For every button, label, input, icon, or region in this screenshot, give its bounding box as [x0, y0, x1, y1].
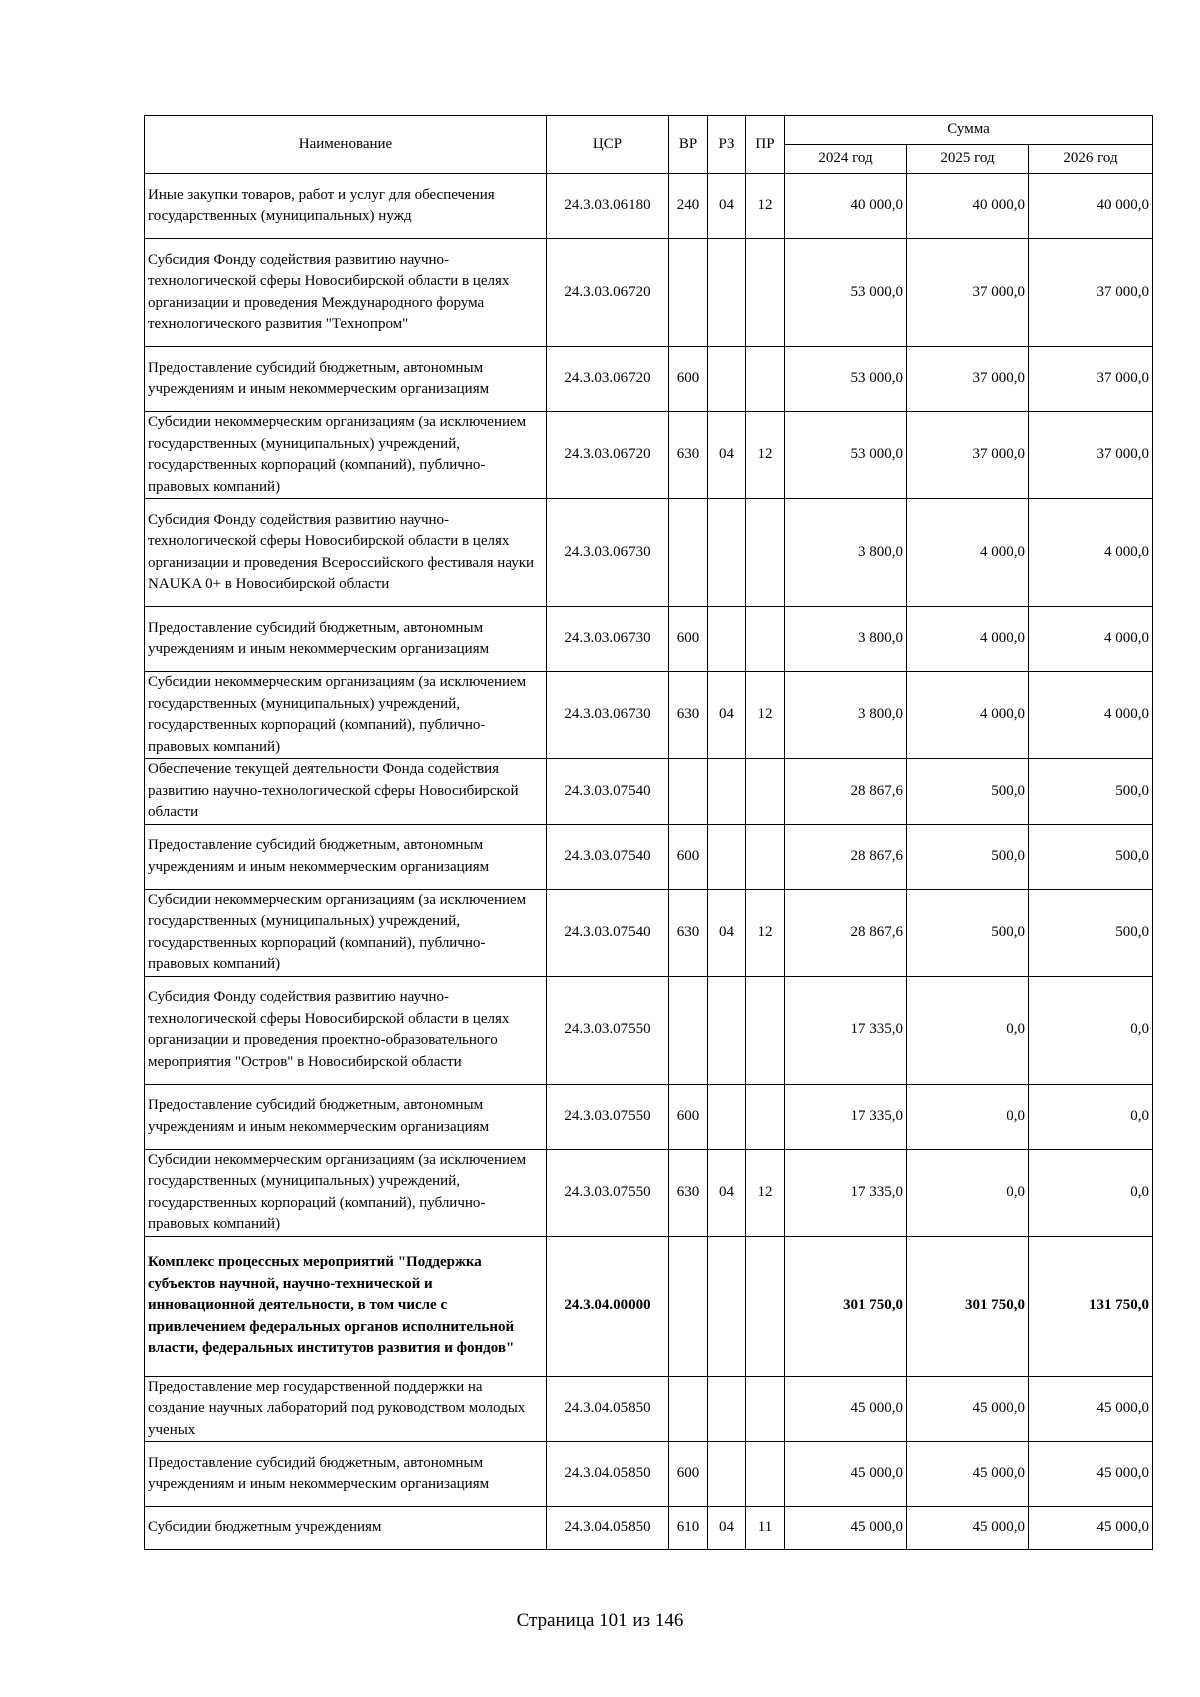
row-pr	[746, 1442, 785, 1507]
row-vr	[669, 1376, 708, 1442]
row-sum-2026: 45 000,0	[1029, 1376, 1153, 1442]
row-rz	[708, 1236, 746, 1376]
row-sum-2025: 45 000,0	[907, 1376, 1029, 1442]
row-name: Предоставление субсидий бюджетным, автономным учреждениям и иным некоммерческим организациям	[145, 824, 547, 889]
row-sum-2026: 40 000,0	[1029, 174, 1153, 239]
header-pr: ПР	[746, 116, 785, 174]
row-rz: 04	[708, 672, 746, 759]
row-vr: 600	[669, 824, 708, 889]
table-row	[145, 672, 1153, 759]
row-sum-2026: 131 750,0	[1029, 1236, 1153, 1376]
row-name: Субсидии некоммерческим организациям (за исключением государственных (муниципальных) учреждений, государственных корпораций (компаний), публично-правовых компаний)	[145, 1149, 547, 1236]
row-csr: 24.3.03.06720	[547, 412, 669, 499]
row-rz: 04	[708, 174, 746, 239]
row-rz	[708, 607, 746, 672]
row-csr: 24.3.03.07550	[547, 1149, 669, 1236]
row-pr	[746, 759, 785, 825]
row-sum-2025: 45 000,0	[907, 1507, 1029, 1550]
row-csr: 24.3.03.06720	[547, 239, 669, 347]
row-vr	[669, 499, 708, 607]
row-sum-2026: 37 000,0	[1029, 412, 1153, 499]
row-name: Предоставление мер государственной поддержки на создание научных лабораторий под руководством молодых ученых	[145, 1376, 547, 1442]
row-sum-2025: 37 000,0	[907, 239, 1029, 347]
row-rz	[708, 824, 746, 889]
table-row	[145, 824, 1153, 889]
row-sum-2024: 45 000,0	[785, 1442, 907, 1507]
row-sum-2026: 45 000,0	[1029, 1507, 1153, 1550]
row-sum-2024: 3 800,0	[785, 499, 907, 607]
table-row	[145, 347, 1153, 412]
row-vr: 600	[669, 347, 708, 412]
row-sum-2025: 37 000,0	[907, 412, 1029, 499]
row-vr: 600	[669, 1084, 708, 1149]
table-row	[145, 499, 1153, 607]
table-row	[145, 1149, 1153, 1236]
table-row	[145, 1084, 1153, 1149]
row-sum-2024: 53 000,0	[785, 347, 907, 412]
row-pr	[746, 824, 785, 889]
row-name: Субсидии некоммерческим организациям (за исключением государственных (муниципальных) учреждений, государственных корпораций (компаний), публично-правовых компаний)	[145, 889, 547, 976]
row-sum-2026: 0,0	[1029, 1084, 1153, 1149]
table-row	[145, 976, 1153, 1084]
table-row	[145, 759, 1153, 825]
row-sum-2026: 4 000,0	[1029, 672, 1153, 759]
row-sum-2026: 500,0	[1029, 759, 1153, 825]
row-name: Предоставление субсидий бюджетным, автономным учреждениям и иным некоммерческим организациям	[145, 1084, 547, 1149]
row-name: Комплекс процессных мероприятий "Поддержка субъектов научной, научно-технической и инновационной деятельности, в том числе с привлечением федеральных органов исполнительной власти, федеральных институтов развития и фондов"	[145, 1236, 547, 1376]
row-csr: 24.3.04.05850	[547, 1507, 669, 1550]
row-sum-2026: 0,0	[1029, 976, 1153, 1084]
row-pr	[746, 976, 785, 1084]
row-sum-2024: 40 000,0	[785, 174, 907, 239]
table-row	[145, 239, 1153, 347]
row-sum-2025: 4 000,0	[907, 499, 1029, 607]
table-row	[145, 1507, 1153, 1550]
row-pr	[746, 1084, 785, 1149]
row-sum-2026: 37 000,0	[1029, 347, 1153, 412]
row-sum-2025: 45 000,0	[907, 1442, 1029, 1507]
row-rz	[708, 1376, 746, 1442]
row-sum-2024: 53 000,0	[785, 412, 907, 499]
row-pr	[746, 499, 785, 607]
row-sum-2024: 301 750,0	[785, 1236, 907, 1376]
row-sum-2025: 40 000,0	[907, 174, 1029, 239]
row-sum-2025: 37 000,0	[907, 347, 1029, 412]
row-rz: 04	[708, 889, 746, 976]
row-rz	[708, 499, 746, 607]
header-year-2026: 2026 год	[1029, 145, 1153, 174]
table-row	[145, 412, 1153, 499]
row-csr: 24.3.03.06720	[547, 347, 669, 412]
row-sum-2025: 0,0	[907, 1149, 1029, 1236]
row-name: Субсидии некоммерческим организациям (за исключением государственных (муниципальных) учреждений, государственных корпораций (компаний), публично-правовых компаний)	[145, 412, 547, 499]
row-sum-2024: 28 867,6	[785, 824, 907, 889]
header-year-2024: 2024 год	[785, 145, 907, 174]
row-vr: 630	[669, 889, 708, 976]
header-rz: РЗ	[708, 116, 746, 174]
table-row	[145, 1376, 1153, 1442]
row-name: Предоставление субсидий бюджетным, автономным учреждениям и иным некоммерческим организациям	[145, 347, 547, 412]
row-sum-2025: 4 000,0	[907, 672, 1029, 759]
row-sum-2026: 4 000,0	[1029, 607, 1153, 672]
row-sum-2026: 37 000,0	[1029, 239, 1153, 347]
row-pr: 11	[746, 1507, 785, 1550]
row-csr: 24.3.03.07550	[547, 1084, 669, 1149]
row-vr: 600	[669, 607, 708, 672]
row-sum-2025: 500,0	[907, 759, 1029, 825]
row-pr: 12	[746, 1149, 785, 1236]
row-csr: 24.3.03.07540	[547, 759, 669, 825]
row-vr: 630	[669, 412, 708, 499]
row-vr	[669, 976, 708, 1084]
row-name: Иные закупки товаров, работ и услуг для обеспечения государственных (муниципальных) нужд	[145, 174, 547, 239]
row-sum-2025: 0,0	[907, 976, 1029, 1084]
row-pr	[746, 1376, 785, 1442]
row-csr: 24.3.04.05850	[547, 1442, 669, 1507]
table-row	[145, 1236, 1153, 1376]
row-name: Субсидия Фонду содействия развитию научно-технологической сферы Новосибирской области в целях организации и проведения проектно-образовательного мероприятия "Остров" в Новосибирской области	[145, 976, 547, 1084]
row-vr: 610	[669, 1507, 708, 1550]
row-csr: 24.3.03.06730	[547, 672, 669, 759]
row-sum-2026: 45 000,0	[1029, 1442, 1153, 1507]
header-year-2025: 2025 год	[907, 145, 1029, 174]
row-sum-2024: 3 800,0	[785, 607, 907, 672]
row-name: Субсидии некоммерческим организациям (за исключением государственных (муниципальных) учреждений, государственных корпораций (компаний), публично-правовых компаний)	[145, 672, 547, 759]
row-name: Субсидия Фонду содействия развитию научно-технологической сферы Новосибирской области в целях организации и проведения Всероссийского фестиваля науки NAUKA 0+ в Новосибирской области	[145, 499, 547, 607]
row-csr: 24.3.03.06730	[547, 607, 669, 672]
row-rz	[708, 239, 746, 347]
page-number: Страница 101 из 146	[516, 1610, 684, 1631]
row-name: Субсидии бюджетным учреждениям	[145, 1507, 547, 1550]
row-csr: 24.3.03.06180	[547, 174, 669, 239]
row-sum-2026: 0,0	[1029, 1149, 1153, 1236]
row-rz	[708, 347, 746, 412]
row-csr: 24.3.04.00000	[547, 1236, 669, 1376]
row-rz: 04	[708, 412, 746, 499]
header-csr: ЦСР	[547, 116, 669, 174]
row-rz	[708, 1442, 746, 1507]
row-vr	[669, 1236, 708, 1376]
row-pr	[746, 1236, 785, 1376]
row-rz: 04	[708, 1507, 746, 1550]
row-rz: 04	[708, 1149, 746, 1236]
row-vr	[669, 759, 708, 825]
row-sum-2024: 3 800,0	[785, 672, 907, 759]
row-pr: 12	[746, 672, 785, 759]
row-vr: 630	[669, 1149, 708, 1236]
row-sum-2025: 4 000,0	[907, 607, 1029, 672]
row-vr: 240	[669, 174, 708, 239]
row-vr: 600	[669, 1442, 708, 1507]
row-sum-2024: 45 000,0	[785, 1376, 907, 1442]
row-sum-2026: 4 000,0	[1029, 499, 1153, 607]
row-sum-2024: 28 867,6	[785, 759, 907, 825]
row-sum-2025: 500,0	[907, 889, 1029, 976]
row-rz	[708, 759, 746, 825]
row-name: Субсидия Фонду содействия развитию научно-технологической сферы Новосибирской области в целях организации и проведения Международного форума технологического развития "Технопром"	[145, 239, 547, 347]
row-sum-2025: 500,0	[907, 824, 1029, 889]
row-sum-2025: 0,0	[907, 1084, 1029, 1149]
row-pr	[746, 347, 785, 412]
row-pr: 12	[746, 174, 785, 239]
row-csr: 24.3.03.07540	[547, 824, 669, 889]
row-pr	[746, 607, 785, 672]
row-sum-2026: 500,0	[1029, 824, 1153, 889]
table-row	[145, 174, 1153, 239]
table-row	[145, 889, 1153, 976]
table-body	[145, 174, 1153, 1550]
table-row	[145, 1442, 1153, 1507]
row-rz	[708, 1084, 746, 1149]
row-sum-2024: 17 335,0	[785, 1084, 907, 1149]
header-name: Наименование	[145, 116, 547, 174]
row-pr: 12	[746, 412, 785, 499]
row-sum-2024: 17 335,0	[785, 976, 907, 1084]
row-sum-2024: 17 335,0	[785, 1149, 907, 1236]
header-sum: Сумма	[785, 116, 1153, 145]
row-csr: 24.3.03.06730	[547, 499, 669, 607]
row-csr: 24.3.03.07540	[547, 889, 669, 976]
row-csr: 24.3.04.05850	[547, 1376, 669, 1442]
header-vr: ВР	[669, 116, 708, 174]
row-csr: 24.3.03.07550	[547, 976, 669, 1084]
row-rz	[708, 976, 746, 1084]
row-sum-2024: 28 867,6	[785, 889, 907, 976]
row-name: Обеспечение текущей деятельности Фонда содействия развитию научно-технологической сферы Новосибирской области	[145, 759, 547, 825]
budget-table	[144, 115, 1153, 1550]
row-sum-2024: 45 000,0	[785, 1507, 907, 1550]
table-header	[145, 116, 1153, 174]
row-sum-2025: 301 750,0	[907, 1236, 1029, 1376]
row-vr: 630	[669, 672, 708, 759]
row-vr	[669, 239, 708, 347]
row-name: Предоставление субсидий бюджетным, автономным учреждениям и иным некоммерческим организациям	[145, 607, 547, 672]
row-pr	[746, 239, 785, 347]
table-row	[145, 607, 1153, 672]
row-sum-2024: 53 000,0	[785, 239, 907, 347]
row-pr: 12	[746, 889, 785, 976]
row-name: Предоставление субсидий бюджетным, автономным учреждениям и иным некоммерческим организациям	[145, 1442, 547, 1507]
row-sum-2026: 500,0	[1029, 889, 1153, 976]
